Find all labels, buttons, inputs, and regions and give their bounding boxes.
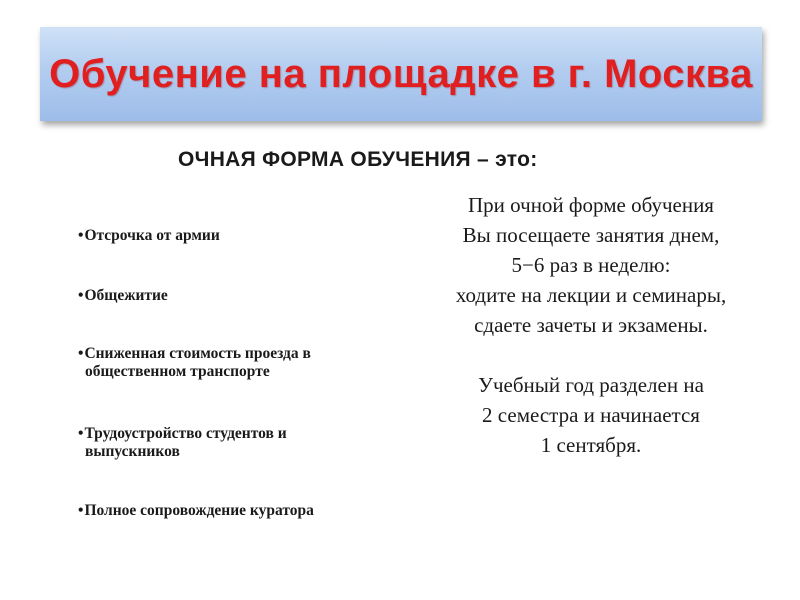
list-item	[78, 227, 220, 245]
slide-subtitle: ОЧНАЯ ФОРМА ОБУЧЕНИЯ – это:	[178, 148, 538, 171]
schedule-line: Учебный год разделен на	[478, 373, 704, 397]
list-item	[78, 287, 168, 305]
description-block	[408, 190, 774, 460]
description-line: Вы посещаете занятия днем,	[462, 223, 720, 247]
bullet-marker: •	[78, 502, 84, 519]
list-item-text: Общежитие	[84, 287, 168, 304]
list-item-text-continued: общественном транспорте	[85, 363, 270, 380]
list-item-text: Сниженная стоимость проезда в	[84, 345, 311, 362]
slide-title: Обучение на площадке в г. Москва	[49, 51, 753, 96]
schedule-line: 2 семестра и начинается	[482, 403, 700, 427]
bullet-marker: •	[78, 425, 84, 442]
description-line: сдаете зачеты и экзамены.	[474, 313, 708, 337]
list-item-text: Отсрочка от армии	[84, 227, 220, 244]
title-banner	[40, 27, 762, 121]
paragraph-spacer	[408, 340, 774, 370]
list-item	[78, 502, 314, 520]
bullet-marker: •	[78, 287, 84, 304]
bullet-marker: •	[78, 227, 84, 244]
description-line: При очной форме обучения	[468, 193, 714, 217]
schedule-line: 1 сентября.	[540, 433, 642, 457]
list-item-text: Трудоустройство студентов и	[84, 425, 287, 442]
list-item	[78, 345, 311, 381]
description-line: ходите на лекции и семинары,	[455, 283, 727, 307]
description-line: 5−6 раз в неделю:	[511, 253, 671, 277]
bullet-marker: •	[78, 345, 84, 362]
list-item-text: Полное сопровождение куратора	[84, 502, 314, 519]
list-item	[78, 425, 287, 461]
list-item-text-continued: выпускников	[85, 443, 180, 460]
